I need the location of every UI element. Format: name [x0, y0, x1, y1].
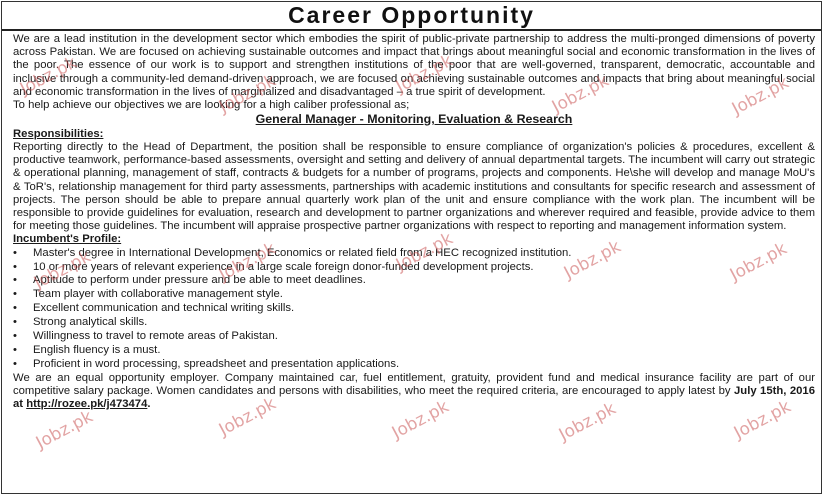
bullet-icon: • [13, 260, 17, 273]
watermark-7: Jobz.pk [215, 238, 280, 286]
watermark-10: Jobz.pk [726, 238, 791, 286]
intro-followup: To help achieve our objectives we are looking for a high caliber professional as; [13, 99, 410, 112]
watermark-14: Jobz.pk [555, 398, 620, 446]
bullet-icon: • [13, 288, 17, 301]
closing-text: We are an equal opportunity employer. Company maintained car, fuel entitlement, gratuity, provident fund and medical insurance facility are part of our competitive salary package. Women candidates and persons with disabilities, who meet the required criteria, are encouraged to apply latest by [13, 371, 815, 397]
job-title-text: General Manager - Monitoring, Evaluation & Research [255, 112, 573, 127]
profile-item: • 10 or more years of relevant experience in a large scale foreign donor-funded development projects. [13, 260, 534, 273]
closing-end: . [147, 398, 151, 411]
watermark-4: Jobz.pk [548, 70, 613, 118]
ad-title: Career Opportunity [288, 2, 535, 28]
profile-item: • Willingness to travel to remote areas of Pakistan. [13, 330, 278, 343]
watermark-11: Jobz.pk [32, 406, 97, 454]
profile-heading: Incumbent's Profile: [13, 233, 122, 246]
profile-item: • Strong analytical skills. [13, 316, 148, 329]
profile-item: • English fluency is a must. [13, 343, 161, 356]
bullet-icon: • [13, 246, 17, 259]
apply-link[interactable]: http://rozee.pk/j473474 [26, 398, 148, 411]
profile-item: • Proficient in word processing, spreadsheet and presentation applications. [13, 357, 400, 370]
closing-paragraph [13, 372, 815, 412]
watermark-12: Jobz.pk [215, 393, 280, 441]
watermark-1: Jobz.pk [16, 52, 81, 100]
watermark-15: Jobz.pk [730, 396, 795, 444]
career-ad [1, 1, 822, 494]
watermark-9: Jobz.pk [560, 236, 625, 284]
bullet-icon: • [13, 316, 17, 329]
ad-header [2, 2, 821, 31]
watermark-3: Jobz.pk [392, 50, 457, 98]
responsibilities-text: Reporting directly to the Head of Department, the position shall be responsible to ensure compliance of organization's policies & procedures, excellent & productive teamwork, performance-based assessments, oversight and setting and delivery of annual departmental targets. The incumbent will carry out strategic & operational planning, management of staff, contracts & budgets for a number of programs, projects and components. He\she will develop and manage MoU's & ToR's, relationship management for third party assessments, partnerships with academic institutions and consultants for specific research and assessment of projects. The person should be able to prepare annual quarterly work plan of the unit and ensure compliance with the work plan. The incumbent will be responsible to provide guidelines for evaluation, research and development to partner organizations and wherever required and feasible, provide advice to them for meeting those guidelines. The incumbent will appraise prospective partner organizations with respect to reporting and management information system. [13, 141, 815, 233]
bullet-icon: • [13, 357, 17, 370]
deadline: July 15th, 2016 [734, 385, 815, 397]
profile-list [13, 247, 815, 372]
watermark-6: Jobz.pk [30, 246, 95, 294]
at-word: at [13, 398, 24, 411]
ad-body [2, 31, 821, 411]
watermark-8: Jobz.pk [392, 228, 457, 276]
responsibilities-heading: Responsibilities: [13, 127, 104, 140]
watermark-5: Jobz.pk [728, 72, 793, 120]
profile-item: • Excellent communication and technical writing skills. [13, 302, 295, 315]
profile-item: • Master's degree in International Development, Economics or related field from a HEC recognized institution. [13, 246, 572, 259]
watermark-2: Jobz.pk [215, 70, 280, 118]
watermark-13: Jobz.pk [388, 396, 453, 444]
bullet-icon: • [13, 302, 17, 315]
intro-paragraph: We are a lead institution in the development sector which embodies the spirit of public-private partnership to address the multi-pronged dimensions of poverty across Pakistan. We are focused on achieving sustainable outcomes and impact that brings about meaningful social and economic transformation in the lives of the poor. The essence of our work is to support and strengthen institutions of the poor that are well-governed, transparent, democratic, accountable and inclusive through a community-led demand-driven approach, we are focused on achieving sustainable outcomes and impacts that bring about meaningful social and economic transformation in the lives of marginalized and disadvantaged – a true spirit of development. [13, 33, 815, 98]
job-title [13, 113, 815, 127]
profile-item: • Aptitude to perform under pressure and be able to meet deadlines. [13, 274, 366, 287]
bullet-icon: • [13, 330, 17, 343]
profile-item: • Team player with collaborative management style. [13, 288, 283, 301]
bullet-icon: • [13, 274, 17, 287]
bullet-icon: • [13, 343, 17, 356]
